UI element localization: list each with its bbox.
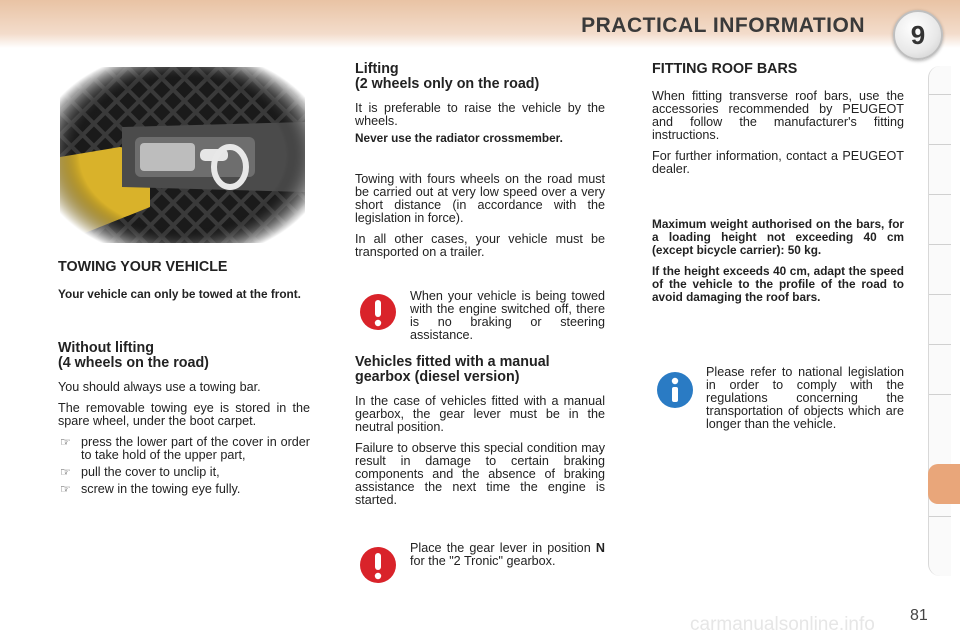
trailer-text: In all other cases, your vehicle must be transported on a trailer. [355, 232, 605, 259]
manual-gearbox-heading [355, 355, 605, 385]
left-column [58, 260, 310, 500]
without-lifting-heading-line1: Without lifting [58, 340, 154, 356]
bullet-hand-icon: ☞ [60, 435, 71, 449]
towing-front-note: Your vehicle can only be towed at the front. [58, 287, 301, 301]
without-lifting-heading-line2: (4 wheels on the road) [58, 355, 209, 371]
lifting-text: It is preferable to raise the vehicle by the wheels. [355, 101, 605, 128]
towing-steps-list [58, 436, 310, 496]
neutral-position-text: In the case of vehicles fitted with a manual gearbox, the gear lever must be in the neutral position. [355, 394, 605, 434]
list-item [58, 436, 310, 462]
active-chapter-tab[interactable] [928, 464, 960, 504]
info-icon [656, 371, 694, 409]
list-item [58, 483, 310, 496]
info-legislation-text: Please refer to national legislation in order to comply with the regulations concerning the transportation of objects which are longer than the vehicle. [706, 365, 904, 431]
roof-bars-text: When fitting transverse roof bars, use the accessories recommended by PEUGEOT and follow the manufacturer's fitting instructions. [652, 89, 904, 142]
middle-column [355, 62, 605, 267]
warning-engine-off-text: When your vehicle is being towed with the engine switched off, there is no braking or steering assistance. [410, 289, 605, 342]
manual-gearbox-heading-line2: gearbox (diesel version) [355, 369, 520, 385]
towing-bar-text: You should always use a towing bar. [58, 380, 261, 394]
list-item-text: pull the cover to unclip it, [81, 465, 220, 479]
tab-divider [929, 94, 951, 95]
page-number: 81 [910, 607, 928, 624]
tab-divider [929, 294, 951, 295]
tab-divider [929, 244, 951, 245]
four-wheel-towing-text: Towing with fours wheels on the road must be carried out at very low speed over a very short distance (in accordance with the legislation in force). [355, 172, 605, 225]
warning-icon [359, 293, 397, 331]
page-title: PRACTICAL INFORMATION [581, 14, 865, 37]
warning-icon [359, 546, 397, 584]
max-weight-note: Maximum weight authorised on the bars, for a loading height not exceeding 40 cm (except bicycle carrier): 50 kg. [652, 217, 904, 257]
manual-gearbox-heading-line1: Vehicles fitted with a manual [355, 354, 550, 370]
middle-column-lower [355, 355, 605, 515]
gear-lever-text-a: Place the gear lever in position [410, 541, 596, 555]
gear-lever-text-c: for the "2 Tronic" gearbox. [410, 554, 556, 568]
lifting-heading-line2: (2 wheels only on the road) [355, 76, 540, 92]
list-item-text: press the lower part of the cover in order to take hold of the upper part, [81, 435, 310, 462]
gear-lever-position: N [595, 541, 605, 555]
right-column [652, 62, 904, 312]
towing-eye-photo [60, 67, 305, 243]
tab-divider [929, 144, 951, 145]
tab-divider [929, 344, 951, 345]
lifting-heading [355, 62, 605, 92]
tab-divider [929, 194, 951, 195]
watermark: carmanualsonline.info [690, 614, 875, 635]
bullet-hand-icon: ☞ [60, 465, 71, 479]
towing-heading: TOWING YOUR VEHICLE [58, 259, 228, 275]
tab-divider [929, 394, 951, 395]
radiator-warning: Never use the radiator crossmember. [355, 131, 563, 145]
towing-eye-storage-text: The removable towing eye is stored in the spare wheel, under the boot carpet. [58, 401, 310, 428]
lifting-heading-line1: Lifting [355, 61, 399, 77]
bullet-hand-icon: ☞ [60, 482, 71, 496]
list-item [58, 466, 310, 479]
gear-lever-warning [410, 542, 605, 568]
chapter-badge: 9 [893, 10, 943, 60]
dealer-text: For further information, contact a PEUGEOT dealer. [652, 149, 904, 176]
height-note: If the height exceeds 40 cm, adapt the speed of the vehicle to the profile of the road to avoid damaging the roof bars. [652, 264, 904, 304]
without-lifting-heading [58, 341, 310, 371]
tab-divider [929, 516, 951, 517]
list-item-text: screw in the towing eye fully. [81, 482, 241, 496]
failure-text: Failure to observe this special condition may result in damage to certain braking components and the absence of braking assistance the next time the engine is started. [355, 441, 605, 507]
roof-bars-heading: FITTING ROOF BARS [652, 61, 798, 77]
